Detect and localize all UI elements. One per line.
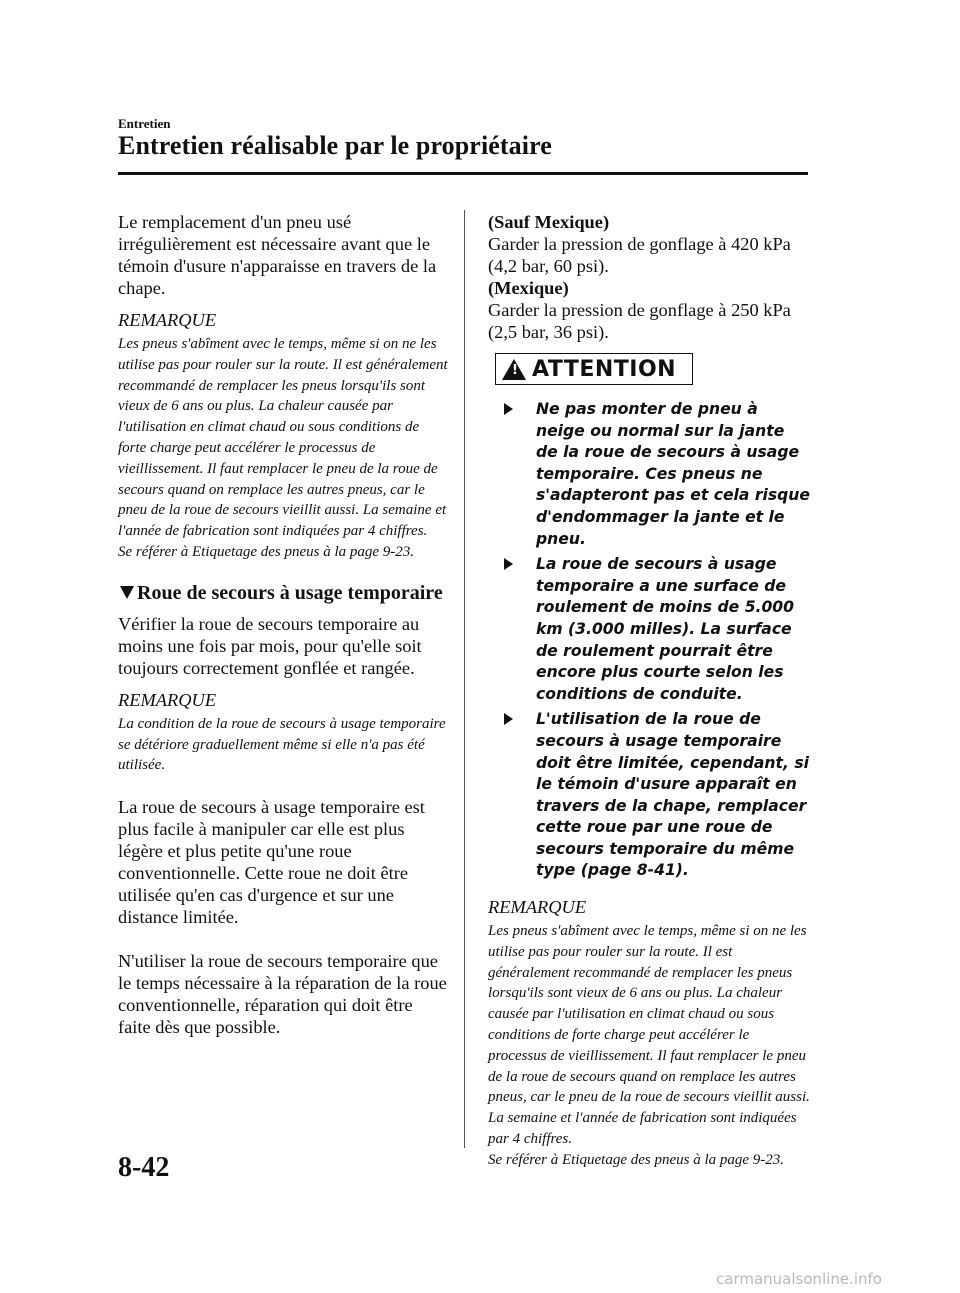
spare-description-paragraph: La roue de secours à usage temporaire est plus facile à manipuler car elle est plus légère et plus petite qu'une roue conventionnelle. Cette roue ne doit être utilisée qu'en cas d'urgence et sur une distance limitée. [118,797,425,928]
header-rule [118,172,808,175]
intro-paragraph: Le remplacement d'un pneu usé irrégulièrement est nécessaire avant que le témoin d'usure n'apparaisse en travers de la chape. [118,212,437,298]
note-reference: Se référer à Etiquetage des pneus à la page 9-23. [118,543,415,560]
note-heading: REMARQUE [118,689,217,710]
attention-item [504,399,810,550]
note-text: La condition de la roue de secours à usage temporaire se détériore graduellement même si elle n'a pas été utilisée. [118,715,446,774]
attention-item [504,554,810,705]
region-label: (Mexique) [488,278,569,298]
page-title: Entretien réalisable par le propriétaire [118,131,552,160]
left-column [118,211,448,1038]
check-paragraph: Vérifier la roue de secours temporaire au moins une fois par mois, pour qu'elle soit toujours correctement gonflée et rangée. [118,613,422,678]
region-label: (Sauf Mexique) [488,212,610,232]
pressure-paragraph: Garder la pression de gonflage à 250 kPa (2,5 bar, 36 psi). [488,300,791,342]
arrow-bullet-icon [504,403,513,415]
arrow-bullet-icon [504,713,513,725]
spare-tire-heading-text: Roue de secours à usage temporaire [137,581,443,604]
note-reference: Se référer à Etiquetage des pneus à la page 9-23. [488,1151,785,1168]
attention-item-text: Ne pas monter de pneu à neige ou normal sur la jante de la roue de secours à usage temporaire. Ces pneus ne s'adapteront pas et cela risque d'endommager la jante et le pneu. [536,400,810,548]
spare-usage-paragraph: N'utiliser la roue de secours temporaire que le temps nécessaire à la réparation de la roue conventionnelle, réparation qui doit être faite dès que possible. [118,951,447,1038]
attention-list [488,399,810,882]
attention-label: ATTENTION [532,356,677,382]
note-heading: REMARQUE [118,310,217,330]
note-heading: REMARQUE [488,897,587,918]
triangle-marker-icon [120,586,134,599]
note-text: Les pneus s'abîment avec le temps, même si on ne les utilise pas pour rouler sur la route. Il est généralement recommandé de remplacer les pneus lorsqu'ils sont vieux de 6 ans ou plus. La chaleur causée par l'utilisation en climat chaud ou sous conditions de forte charge peut accélérer le processus de vieillissement. Il faut remplacer le pneu de la roue de secours quand on remplace les autres pneus, car le pneu de la roue de secours vieillit aussi. La semaine et l'année de fabrication sont indiquées par 4 chiffres. [118,336,448,540]
attention-item-text: La roue de secours à usage temporaire a une surface de roulement de moins de 5.000 km (3.000 milles). La surface de roulement pourrait être encore plus courte selon les conditions de conduite. [536,555,795,703]
note-text: Les pneus s'abîment avec le temps, même si on ne les utilise pas pour rouler sur la route. Il est généralement recommandé de remplacer les pneus lorsqu'ils sont vieux de 6 ans ou plus. La chaleur causée par l'utilisation en climat chaud ou sous conditions de forte charge peut accélérer le processus de vieillissement. Il faut remplacer le pneu de la roue de secours quand on remplace les autres pneus, car le pneu de la roue de secours vieillit aussi. La semaine et l'année de fabrication sont indiquées par 4 chiffres. [488,923,810,1148]
column-divider [464,210,465,1148]
attention-item-text: L'utilisation de la roue de secours à usage temporaire doit être limitée, cependant, si le témoin d'usure apparaît en travers de la chape, remplacer cette roue par une roue de secours temporaire du même type (page 8-41). [536,710,809,880]
section-label: Entretien [118,116,171,131]
page-number: 8-42 [118,1152,170,1183]
watermark: carmanualsonline.info [716,1270,882,1288]
arrow-bullet-icon [504,558,513,570]
attention-item [504,709,810,882]
attention-banner [495,353,693,385]
warning-icon: ! [502,359,526,380]
right-column [488,211,810,1171]
spare-tire-heading [118,581,448,605]
pressure-paragraph: Garder la pression de gonflage à 420 kPa (4,2 bar, 60 psi). [488,234,791,276]
